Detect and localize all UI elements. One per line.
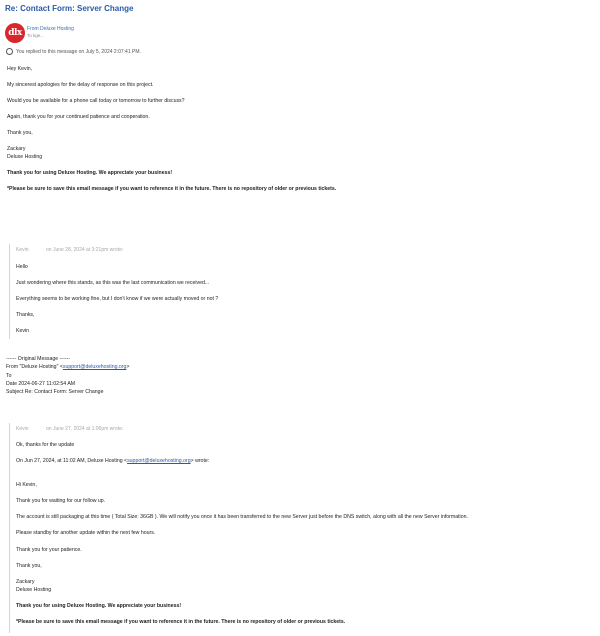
quote-text: Hello [16,264,28,270]
quote-text: Thank you for waiting for our follow up. [16,498,106,504]
quote-bar [9,423,10,633]
body-paragraph: Would you be available for a phone call today or tomorrow to further discuss? [7,98,185,104]
quote-on-line-start: On Jun 27, 2024, at 11:02 AM, Deluxe Hosting < [16,458,128,464]
quote-wrote: on June 28, 2024 at 3:21pm wrote: [46,247,124,253]
replied-note [6,48,141,55]
quote-on-line [16,458,209,464]
bold-notice: *Please be sure to save this email message if you want to reference it in the future. There is no repository of older or previous tickets. [7,186,337,192]
original-from-end: > [126,364,130,370]
support-email-link[interactable]: support@deluxehosting.org [62,364,127,370]
quote-text: Thank you, [16,563,42,569]
sign-off: Thank you, [7,130,33,136]
quote-on-line-end: > wrote: [190,458,210,464]
recipient-to[interactable]: To kge... [27,33,45,38]
original-message-header: ------ Original Message ------ [6,356,70,362]
original-from [6,364,129,370]
quote-bar [9,244,10,339]
sender-from[interactable]: From Deluxe Hosting [27,26,74,32]
signature-name: Zackary [16,579,35,585]
info-icon [6,48,13,55]
original-subject: Subject Re: Contact Form: Server Change [6,389,104,395]
body-paragraph: My sincerest apologies for the delay of response on this project. [7,82,154,88]
quote-author: Kevin [16,247,29,253]
quote-text: Everything seems to be working fine, but I don't know if we were actually moved or not ? [16,296,219,302]
quote-text: Thanks, [16,312,35,318]
email-subject: Re: Contact Form: Server Change [5,4,134,13]
original-from-label: From "Deluxe Hosting" < [6,364,63,370]
quote-wrote: on June 27, 2024 at 1:06pm wrote: [46,426,124,432]
quote-text: Please standby for another update within the next few hours. [16,530,156,536]
greeting: Hey Kevin, [7,66,33,72]
signature-company: Deluxe Hosting [7,154,43,160]
replied-note-text: You replied to this message on July 5, 2024 2:07:41 PM. [16,48,141,55]
original-to: To [6,373,12,379]
bold-thanks: Thank you for using Deluxe Hosting. We appreciate your business! [7,170,173,176]
quote-text: Ok, thanks for the update [16,442,75,448]
quote-author: Kevin [16,426,29,432]
bold-notice: *Please be sure to save this email message if you want to reference it in the future. There is no repository of older or previous tickets. [16,619,346,625]
original-date: Date 2024-06-27 11:02:54 AM [6,381,76,387]
quote-text: Hi Kevin, [16,482,37,488]
quote-text: The account is still packaging at this time ( Total Size: 36GB ). We will notify you once it has been transferred to the new Server just before the DNS switch, along with all the new Server information. [16,514,468,520]
quote-text: Thank you for your patience. [16,547,82,553]
signature-name: Zackary [7,146,26,152]
signature-company: Deluxe Hosting [16,587,52,593]
support-email-link[interactable]: support@deluxehosting.org [127,458,191,464]
body-paragraph: Again, thank you for your continued patience and cooperation. [7,114,150,120]
quote-text: Kevin [16,328,29,334]
quote-text: Just wondering where this stands, as this was the last communication we received... [16,280,210,286]
sender-avatar[interactable]: dlx [5,23,25,43]
bold-thanks: Thank you for using Deluxe Hosting. We appreciate your business! [16,603,182,609]
